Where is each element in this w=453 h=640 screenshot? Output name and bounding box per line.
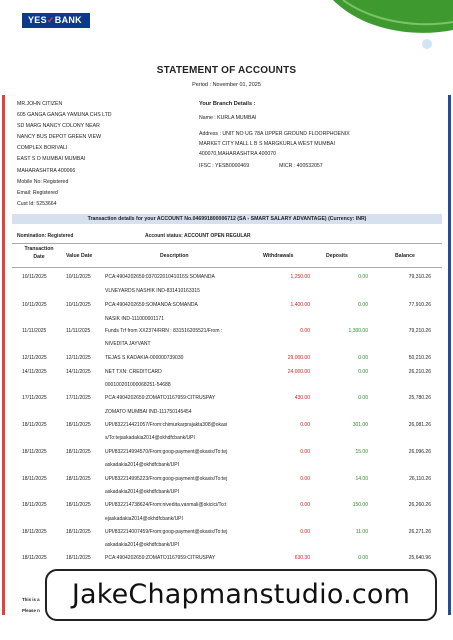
customer-email: Email: Registered (17, 189, 58, 196)
description-line1: UPI/832214421057/From:chimurkarprajakta308@okaxi (105, 422, 228, 428)
customer-address-line: NANCY BUS DEPOT GREEN VIEW (17, 134, 101, 141)
branch-codes (199, 161, 350, 171)
description-line2: ZOMATO MUMBAI IND-111750145454 (105, 409, 192, 415)
balance-amount: 79,310.26 (408, 274, 431, 280)
deposit-amount: 0.00 (358, 302, 368, 308)
withdrawal-amount: 1,400.00 (290, 302, 310, 308)
withdrawal-amount: 29,000.00 (287, 355, 310, 361)
withdrawal-amount: 0.00 (300, 476, 310, 482)
description-line1: UPI/832214738624/From:nivedita.vanmali@okicici/To:t (105, 502, 227, 508)
col-header-txn-date-line1: Transaction (24, 246, 54, 252)
table-top-divider (12, 243, 442, 244)
col-header-deposits: Deposits (326, 253, 348, 259)
branch-details (199, 99, 350, 171)
branch-address-line: 400070,MAHARASHTRA 400070 (199, 151, 276, 157)
txn-date: 18/11/2025 (22, 502, 47, 508)
txn-date: 18/11/2025 (22, 476, 47, 482)
statement-title: STATEMENT OF ACCOUNTS (156, 65, 297, 76)
description-line1: PCA:4904202659:SOMANDA:SOMANDA (105, 302, 198, 308)
branch-name: Name : KURLA MUMBAI (199, 115, 257, 121)
customer-mobile: Mobile No: Registered (17, 178, 69, 185)
value-date: 17/11/2025 (66, 395, 91, 401)
description-line2: askadakia2014@okhdfcbank/UPI (105, 542, 180, 548)
txn-date: 10/11/2025 (22, 274, 47, 280)
balance-amount: 25,780.26 (408, 395, 431, 401)
description-line2: ejaskadakia2014@okhdfcbank/UPI (105, 516, 183, 522)
table-header-divider (12, 267, 442, 268)
col-header-value-date: Value Date (66, 253, 93, 259)
deposit-amount: 0.00 (358, 369, 368, 375)
statement-period: Period : November 01, 2025 (192, 82, 261, 88)
deposit-amount: 14.00 (355, 476, 368, 482)
left-accent-stripe (2, 95, 5, 615)
description-line1: PCA:4904202659:03702201041016S:SOMANDA (105, 274, 215, 280)
customer-details (17, 99, 112, 210)
branch-address-line: Address : UNIT NO UG 78A UPPER GROUND FLOORPHOENIX (199, 131, 350, 137)
deposit-amount: 301.00 (352, 422, 368, 428)
deposit-amount: 150.00 (352, 502, 368, 508)
txn-date: 18/11/2025 (22, 449, 47, 455)
customer-address-line: EAST S O MUMBAI MUMBAI (17, 156, 86, 163)
withdrawal-amount: 0.00 (300, 529, 310, 535)
customer-address-line: SD MARG NANCY COLONY NEAR (17, 123, 100, 130)
value-date: 14/11/2025 (66, 369, 91, 375)
account-status: Account status: ACCOUNT OPEN REGULAR (145, 233, 251, 239)
txn-date: 17/11/2025 (22, 395, 47, 401)
txn-date: 18/11/2025 (22, 529, 47, 535)
description-line1: PCA:4904202659:ZOMATO1167959:CITRUSPAY (105, 555, 216, 561)
description-line1: UPI/832214995223/From:goog-payment@okaxis/To:tej (105, 476, 228, 482)
value-date: 18/11/2025 (66, 449, 91, 455)
value-date: 10/11/2025 (66, 302, 91, 308)
value-date: 18/11/2025 (66, 502, 91, 508)
col-header-withdrawals: Withdrawals (263, 253, 294, 259)
balance-amount: 26,260.26 (408, 502, 431, 508)
customer-id: Cust Id: 5253664 (17, 200, 57, 207)
description-line2: NASIK IND-111000001171 (105, 316, 164, 322)
value-date: 18/11/2025 (66, 422, 91, 428)
withdrawal-amount: 24,000.00 (287, 369, 310, 375)
balance-amount: 26,081.26 (408, 422, 431, 428)
logo-tick-icon: ✓ (46, 15, 55, 25)
deposit-amount: 11.00 (355, 529, 368, 535)
balance-amount: 25,640.96 (408, 555, 431, 561)
balance-amount: 26,271.26 (408, 529, 431, 535)
branch-heading: Your Branch Details : (199, 101, 256, 107)
customer-address-line: MAHARASHTRA 400066 (17, 167, 76, 174)
nomination-status: Nomination: Registered (17, 233, 74, 239)
description-line1: PCA:4904202659:ZOMATO1167959:CITRUSPAY (105, 395, 216, 401)
txn-date: 18/11/2025 (22, 422, 47, 428)
txn-date: 12/11/2025 (22, 355, 47, 361)
branch-ifsc: IFSC : YESB0000469 (199, 163, 250, 169)
txn-date: 18/11/2025 (22, 555, 47, 561)
description-line2: askadakia2014@okhdfcbank/UPI (105, 489, 180, 495)
customer-address-line: 605 GANGA GANGA YAMUNA CHS LTD (17, 112, 112, 119)
description-line1: NET TXN: CREDITCARD (105, 369, 162, 375)
description-line2: askadakia2014@okhdfcbank/UPI (105, 462, 180, 468)
branch-address-line: MARKET CITY MALL L B S MARGKURLA WEST MUMBAI (199, 141, 335, 147)
withdrawal-amount: 430.00 (294, 395, 310, 401)
balance-amount: 77,910.26 (408, 302, 431, 308)
withdrawal-amount: 0.00 (300, 422, 310, 428)
transaction-details-banner: Transaction details for your ACCOUNT No.046991800006712 (SA - SMART SALARY ADVANTAGE) (Currency: INR) (12, 214, 442, 224)
col-header-description: Description (160, 253, 189, 259)
description-line1: UPI/832214007459/From:goog-payment@okaxis/To:tej (105, 529, 228, 535)
value-date: 18/11/2025 (66, 529, 91, 535)
deposit-amount: 0.00 (358, 274, 368, 280)
deposit-amount: 1,300.00 (348, 328, 368, 334)
col-header-balance: Balance (395, 253, 415, 259)
leaf-decoration-icon (323, 0, 453, 55)
description-line2: VLNEYARDS NASHIK IND-831410163315 (105, 288, 200, 294)
balance-amount: 79,210.26 (408, 328, 431, 334)
withdrawal-amount: 630.30 (294, 555, 310, 561)
footer-note: This is a (22, 597, 40, 602)
value-date: 18/11/2025 (66, 476, 91, 482)
description-line1: Funds Trf from XX2374/RRN : 831516205521/From : (105, 328, 223, 334)
branch-micr: MICR : 400532057 (279, 163, 323, 169)
deposit-amount: 0.00 (358, 355, 368, 361)
customer-address-line: COMPLEX BORIVALI (17, 145, 68, 152)
watermark-banner: JakeChapmanstudio.com (45, 569, 437, 621)
withdrawal-amount: 1,250.00 (290, 274, 310, 280)
footer-note: Please n (22, 608, 40, 613)
value-date: 18/11/2025 (66, 555, 91, 561)
logo-text-bank: BANK (54, 15, 82, 25)
withdrawal-amount: 0.00 (300, 502, 310, 508)
logo-text-yes: YES (28, 15, 47, 25)
right-accent-stripe (448, 95, 451, 615)
balance-amount: 50,210.26 (408, 355, 431, 361)
withdrawal-amount: 0.00 (300, 449, 310, 455)
balance-amount: 26,110.26 (409, 476, 431, 482)
yes-bank-logo (22, 13, 90, 28)
withdrawal-amount: 0.00 (300, 328, 310, 334)
deposit-amount: 0.00 (358, 395, 368, 401)
deposit-amount: 0.00 (358, 555, 368, 561)
description-line2: NIVEDITA JAYVANT (105, 341, 151, 347)
description-line1: TEJAS S KADAKIA-000000739030 (105, 355, 184, 361)
txn-date: 14/11/2025 (22, 369, 47, 375)
description-line2: 000100201000068251-54688 (105, 382, 171, 388)
customer-name: MR.JOHN CITIZEN (17, 101, 63, 107)
balance-amount: 26,210.26 (408, 369, 431, 375)
value-date: 10/11/2025 (66, 274, 91, 280)
description-line2: s/To:tejaskadakia2014@okhdfcbank/UPI (105, 435, 195, 441)
txn-date: 11/11/2025 (22, 328, 47, 334)
col-header-txn-date-line2: Date (33, 254, 45, 260)
value-date: 12/11/2025 (66, 355, 91, 361)
txn-date: 10/11/2025 (22, 302, 47, 308)
description-line1: UPI/832214994570/From:goog-payment@okaxis/To:tej (105, 449, 228, 455)
value-date: 11/11/2025 (66, 328, 91, 334)
col-header-txn-date (22, 245, 56, 261)
deposit-amount: 15.00 (355, 449, 368, 455)
balance-amount: 26,096.26 (408, 449, 431, 455)
